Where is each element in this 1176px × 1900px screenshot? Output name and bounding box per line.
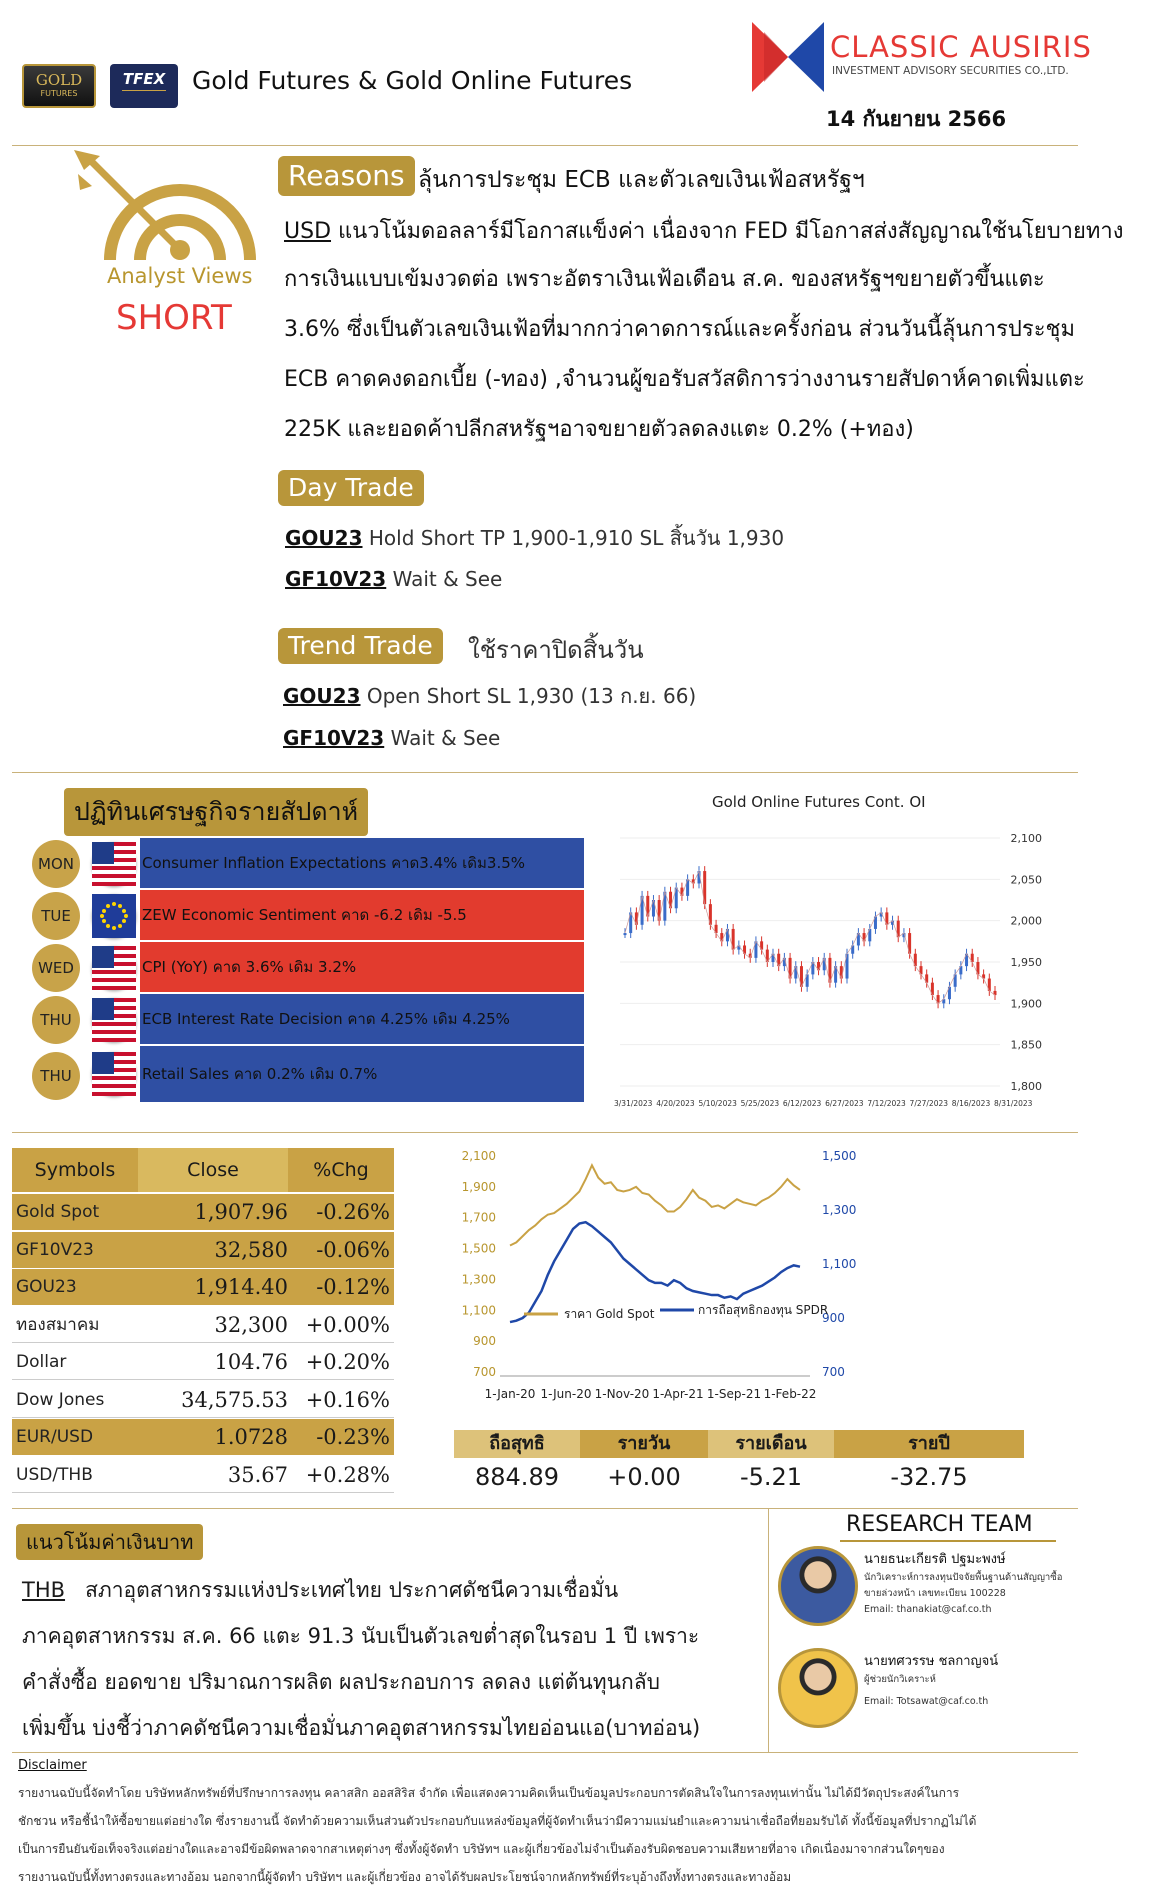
x-tick-label: 8/31/2023 [994, 1099, 1033, 1108]
day-trade-item: GOU23 Hold Short TP 1,900-1,910 SL สิ้นวัน 1,930 [285, 526, 785, 550]
reasons-line-1: USD แนวโน้มดอลลาร์มีโอกาสแข็งค่า เนื่องจาก FED มีโอกาสส่งสัญญาณใช้นโยบายทาง [284, 219, 1124, 244]
calendar-title: ปฏิทินเศรษฐกิจรายสัปดาห์ [64, 788, 368, 836]
x-tick-label: 4/20/2023 [656, 1099, 695, 1108]
trend-trade-tag: Trend Trade [278, 628, 443, 664]
table-row [12, 1232, 394, 1268]
trend-trade-note: ใช้ราคาปิดสิ้นวัน [468, 636, 644, 664]
company-subtitle: INVESTMENT ADVISORY SECURITIES CO.,LTD. [832, 65, 1069, 77]
market-table [12, 1148, 394, 1490]
disclaimer-line: ชักชวน หรือชี้นำให้ซื้อขายแต่อย่างใด ซึ่งรายงานนี้ จัดทำด้วยความเห็นส่วนตัวประกอบกับแหล่งข้อมูลที่ผู้จัดทำเห็นว่ามีความแม่นยำและความน่าเชื่อถือที่ยอมรับได้ ทั้งนี้ข้อมูลที่ปรากฏไม่ได้ [18, 1814, 977, 1828]
member-email: Email: Totsawat@caf.co.th [864, 1696, 989, 1707]
holdings-header: รายปี [908, 1433, 950, 1454]
y-right-tick-label: 1,500 [822, 1149, 857, 1163]
day-badge: TUE [32, 892, 80, 940]
day-badge: WED [32, 944, 80, 992]
x-tick-label: 1-Sep-21 [706, 1387, 762, 1401]
us-flag-icon [92, 842, 136, 886]
baht-line-4: เพิ่มขึ้น บ่งชี้ว่าภาคดัชนีความเชื่อมั่นภาคอุตสาหกรรมไทยอ่อนแอ(บาทอ่อน) [22, 1716, 701, 1740]
table-row [12, 1307, 394, 1343]
table-row [12, 1382, 394, 1418]
analyst-views-label: Analyst Views [107, 264, 253, 288]
y-left-tick-label: 700 [473, 1365, 496, 1379]
x-tick-label: 6/27/2023 [825, 1099, 864, 1108]
holdings-value: +0.00 [607, 1463, 681, 1491]
day-trade-item: GF10V23 Wait & See [285, 567, 503, 591]
y-tick-label: 1,950 [1010, 956, 1042, 969]
row-chg: -0.12% [316, 1275, 390, 1299]
row-close: 104.76 [214, 1350, 288, 1374]
row-chg: -0.06% [316, 1237, 390, 1262]
gold-spot-line [510, 1165, 800, 1245]
member-name: นายทศวรรษ ชลกาญจน์ [864, 1654, 999, 1669]
holdings-value: -5.21 [739, 1463, 803, 1491]
divider [12, 1752, 1078, 1753]
legend-spdr-label: การถือสุทธิกองทุน SPDR [698, 1303, 829, 1317]
holdings-header: รายเดือน [735, 1433, 807, 1454]
x-tick-label: 7/12/2023 [867, 1099, 906, 1108]
holdings-header: ถือสุทธิ [489, 1433, 545, 1454]
trend-trade-item: GF10V23 Wait & See [283, 726, 501, 750]
reasons-tag: Reasons [278, 156, 415, 196]
spot-spdr-chart [440, 1142, 1020, 1401]
reasons-line-2: การเงินแบบเข้มงวดต่อ เพราะอัตราเงินเฟ้อเดือน ส.ค. ของสหรัฐฯขยายตัวขึ้นแตะ [284, 267, 1045, 292]
y-left-tick-label: 2,100 [461, 1149, 496, 1163]
company-name: CLASSIC AUSIRIS [830, 30, 1092, 64]
row-symbol: GF10V23 [16, 1239, 94, 1260]
x-tick-label: 1-Apr-21 [652, 1387, 704, 1401]
table-row [12, 1344, 394, 1380]
y-left-tick-label: 1,700 [461, 1210, 496, 1225]
row-close: 1.0728 [214, 1425, 288, 1449]
member-role: ขายล่วงหน้า เลขทะเบียน 100228 [864, 1588, 1006, 1599]
row-symbol: Dow Jones [16, 1389, 105, 1410]
row-chg: +0.28% [305, 1462, 390, 1487]
y-left-tick-label: 1,300 [461, 1272, 496, 1287]
member-role: นักวิเคราะห์การลงทุนปัจจัยพื้นฐานด้านสัญญาซื้อ [864, 1572, 1063, 1583]
header-chg: %Chg [313, 1159, 369, 1181]
disclaimer-title: Disclaimer [18, 1758, 87, 1773]
y-tick-label: 2,000 [1010, 914, 1042, 928]
row-symbol: Dollar [16, 1352, 67, 1372]
x-tick-label: 7/27/2023 [909, 1099, 949, 1108]
divider [12, 1132, 1078, 1133]
x-tick-label: 1-Jan-20 [484, 1387, 536, 1401]
report-title: Gold Futures & Gold Online Futures [192, 66, 633, 95]
y-left-tick-label: 1,500 [461, 1241, 496, 1256]
oi-chart [600, 820, 1070, 1120]
reasons-line-5: 225K และยอดค้าปลีกสหรัฐฯอาจขยายตัวลดลงแตะ 0.2% (+ทอง) [284, 417, 914, 442]
y-left-tick-label: 1,100 [461, 1303, 496, 1318]
row-symbol: USD/THB [16, 1464, 93, 1485]
x-tick-label: 8/16/2023 [951, 1099, 991, 1108]
table-row [12, 1194, 394, 1230]
table-header [12, 1148, 394, 1192]
baht-line-3: คำสั่งซื้อ ยอดขาย ปริมาณการผลิต ผลประกอบการ ลดลง แต่ต้นทุนกลับ [22, 1670, 660, 1694]
row-close: 1,907.96 [194, 1200, 288, 1224]
holdings-header: รายวัน [617, 1433, 671, 1454]
event-text: ZEW Economic Sentiment คาด -6.2 เดิม -5.5 [140, 890, 584, 940]
y-right-tick-label: 1,300 [822, 1203, 857, 1217]
row-close: 32,580 [214, 1237, 288, 1262]
table-row [12, 1419, 394, 1455]
event-text: Consumer Inflation Expectations คาด3.4% เดิม3.5% [140, 838, 584, 888]
y-tick-label: 1,800 [1010, 1080, 1042, 1093]
day-trade-tag: Day Trade [278, 470, 424, 506]
row-close: 1,914.40 [194, 1275, 288, 1299]
vertical-divider [768, 1508, 769, 1752]
day-badge: THU [32, 996, 80, 1044]
member-role: ผู้ช่วยนักวิเคราะห์ [864, 1674, 936, 1685]
row-chg: -0.26% [316, 1200, 390, 1224]
row-chg: +0.20% [305, 1350, 390, 1374]
row-close: 34,575.53 [181, 1387, 288, 1412]
divider [12, 1508, 1078, 1509]
x-tick-label: 5/25/2023 [740, 1099, 780, 1108]
eu-flag-icon [92, 894, 136, 938]
event-text: CPI (YoY) คาด 3.6% เดิม 3.2% [140, 942, 584, 992]
disclaimer-line: รายงานฉบับนี้ทั้งทางตรงและทางอ้อม นอกจากนี้ผู้จัดทำ บริษัทฯ และผู้เกี่ยวข้อง อาจได้รับผลประโยชน์จากหลักทรัพย์ที่ระบุอ้างถึงทั้งทางตรงและทางอ้อม [18, 1870, 792, 1884]
us-flag-icon [92, 998, 136, 1042]
x-tick-label: 1-Feb-22 [763, 1387, 817, 1401]
member-email: Email: thanakiat@caf.co.th [864, 1604, 992, 1615]
y-right-tick-label: 900 [822, 1311, 845, 1325]
report-date: 14 กันยายน 2566 [826, 107, 1007, 131]
baht-line-1: THB สภาอุตสาหกรรมแห่งประเทศไทย ประกาศดัชนีความเชื่อมั่น [22, 1578, 619, 1602]
event-text: Retail Sales คาด 0.2% เดิม 0.7% [140, 1046, 584, 1102]
avatar [778, 1648, 858, 1728]
reasons-line-4: ECB คาดคงดอกเบี้ย (-ทอง) ,จำนวนผู้ขอรับสวัสดิการว่างงานรายสัปดาห์คาดเพิ่มแตะ [284, 367, 1085, 392]
research-title: RESEARCH TEAM [846, 1512, 1033, 1537]
day-badge: THU [32, 1052, 80, 1100]
row-chg: +0.16% [305, 1387, 390, 1412]
member-name: นายธนะเกียรติ ปฐมะพงษ์ [864, 1552, 1006, 1567]
y-right-tick-label: 1,100 [822, 1257, 857, 1271]
x-tick-label: 1-Jun-20 [540, 1387, 592, 1401]
day-badge: MON [32, 840, 80, 888]
legend-gold-spot-label: ราคา Gold Spot [564, 1307, 655, 1321]
reasons-line-3: 3.6% ซึ่งเป็นตัวเลขเงินเฟ้อที่มากกว่าคาดการณ์และครั้งก่อน ส่วนวันนี้ลุ้นการประชุม [284, 317, 1075, 342]
company-logo [752, 22, 824, 92]
y-tick-label: 2,100 [1010, 832, 1042, 845]
y-left-tick-label: 1,900 [461, 1179, 496, 1194]
tfex-logo: TFEX [110, 64, 178, 108]
avatar [778, 1546, 858, 1626]
us-flag-icon [92, 1052, 136, 1096]
trend-trade-item: GOU23 Open Short SL 1,930 (13 ก.ย. 66) [283, 684, 697, 708]
row-symbol: GOU23 [16, 1277, 77, 1297]
thb-label: THB [22, 1578, 66, 1602]
y-right-tick-label: 700 [822, 1365, 845, 1379]
header-close: Close [187, 1159, 239, 1181]
y-tick-label: 1,900 [1010, 997, 1042, 1011]
gold-futures-logo: GOLD FUTURES [22, 64, 96, 108]
oi-chart-title: Gold Online Futures Cont. OI [712, 793, 926, 811]
target-icon [70, 150, 260, 270]
y-tick-label: 1,850 [1010, 1038, 1042, 1052]
row-symbol: EUR/USD [16, 1427, 94, 1447]
usd-label: USD [284, 219, 332, 244]
event-text: ECB Interest Rate Decision คาด 4.25% เดิม 4.25% [140, 994, 584, 1044]
row-chg: -0.23% [316, 1425, 390, 1449]
table-row [12, 1269, 394, 1305]
row-symbol: Gold Spot [16, 1202, 100, 1222]
reasons-headline: ลุ้นการประชุม ECB และตัวเลขเงินเฟ้อสหรัฐฯ [418, 167, 865, 193]
holdings-table [454, 1430, 1024, 1496]
disclaimer-line: รายงานฉบับนี้จัดทำโดย บริษัทหลักทรัพย์ที่ปรึกษาการลงทุน คลาสสิก ออสสิริส จำกัด เพื่อแสดงความคิดเห็นเป็นข้อมูลประกอบการตัดสินใจในการลงทุนเท่านั้น ไม่ได้มีวัตถุประสงค์ในการ [18, 1786, 960, 1800]
row-close: 35.67 [227, 1462, 288, 1487]
header-symbols: Symbols [34, 1159, 116, 1181]
candle-body [624, 933, 627, 935]
divider [12, 145, 1078, 146]
baht-line-2: ภาคอุตสาหกรรม ส.ค. 66 แตะ 91.3 นับเป็นตัวเลขต่ำสุดในรอบ 1 ปี เพราะ [22, 1624, 700, 1648]
holdings-value: -32.75 [890, 1463, 968, 1491]
disclaimer-line: เป็นการยืนยันข้อเท็จจริงแต่อย่างใดและอาจมีข้อผิดพลาดจากสาเหตุต่างๆ ซึ่งทั้งผู้จัดทำ บริษัทฯ และผู้เกี่ยวข้องไม่จำเป็นต้องรับผิดชอบความเสียหายที่อาจ เกิดเนื่องมาจากส่วนใดๆของ [18, 1842, 945, 1856]
y-left-tick-label: 900 [473, 1334, 496, 1349]
x-tick-label: 5/10/2023 [698, 1099, 737, 1108]
y-tick-label: 2,050 [1010, 873, 1042, 887]
row-chg: +0.00% [305, 1312, 390, 1337]
table-row [12, 1457, 394, 1493]
holdings-value: 884.89 [475, 1463, 559, 1491]
x-tick-label: 1-Nov-20 [594, 1387, 650, 1401]
us-flag-icon [92, 946, 136, 990]
divider [12, 772, 1078, 773]
row-close: 32,300 [214, 1312, 288, 1337]
x-tick-label: 3/31/2023 [614, 1099, 653, 1108]
x-tick-label: 6/12/2023 [782, 1099, 822, 1108]
analyst-view-value: SHORT [116, 298, 232, 338]
baht-tag: แนวโน้มค่าเงินบาท [16, 1524, 203, 1560]
row-symbol: ทองสมาคม [16, 1314, 100, 1335]
